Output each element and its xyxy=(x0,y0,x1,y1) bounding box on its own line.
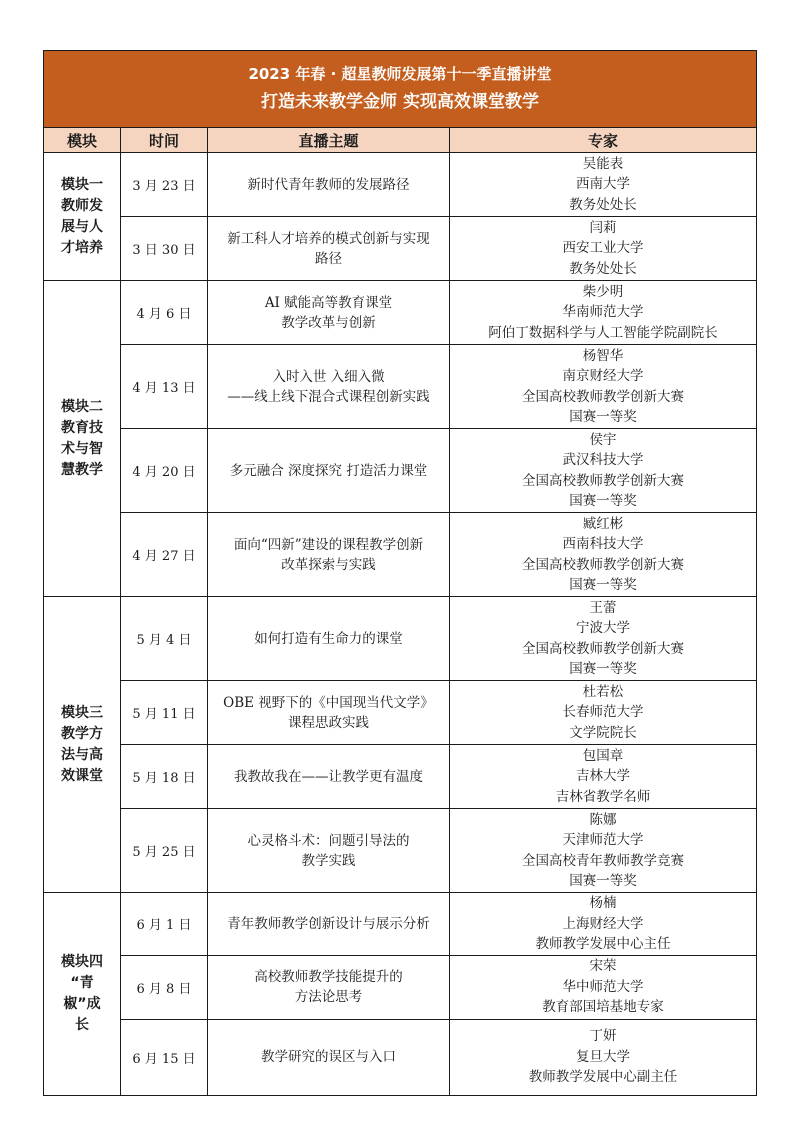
session-row xyxy=(44,681,757,745)
session-row xyxy=(44,429,757,513)
expert-detail: 西南科技大学 xyxy=(562,536,644,552)
expert-name: 杜若松 xyxy=(582,683,624,700)
topic-line: 高校教师教学技能提升的 xyxy=(254,969,403,985)
session-date: 4 月 20 日 xyxy=(121,429,208,513)
expert-detail: 南京财经大学 xyxy=(562,368,644,384)
module-line: 法与高 xyxy=(61,746,103,763)
expert-detail: 阿伯丁数据科学与人工智能学院副院长 xyxy=(488,324,718,341)
topic-line: 青年教师教学创新设计与展示分析 xyxy=(227,915,430,932)
expert-detail: 长春师范大学 xyxy=(562,704,644,721)
topic-line: 教学研究的误区与入口 xyxy=(261,1049,396,1065)
expert-detail: 武汉科技大学 xyxy=(562,452,644,468)
expert-detail: 西安工业大学 xyxy=(562,240,644,257)
module-line: 模块一 xyxy=(61,176,103,193)
session-row xyxy=(44,809,757,893)
session-date: 4 月 27 日 xyxy=(121,513,208,597)
session-row xyxy=(44,1019,757,1095)
expert-name: 宋荣 xyxy=(589,958,617,975)
header-topic: 直播主题 xyxy=(208,128,450,153)
session-date: 4 月 13 日 xyxy=(121,345,208,429)
session-expert xyxy=(450,217,757,281)
module-line: 教师发 xyxy=(61,197,103,214)
schedule-sheet xyxy=(43,50,756,1096)
expert-detail: 国赛一等奖 xyxy=(569,661,637,677)
session-expert xyxy=(450,893,757,956)
module-line: 才培养 xyxy=(61,239,103,256)
module-line: 慧教学 xyxy=(61,461,103,478)
session-topic xyxy=(208,1019,450,1095)
topic-line: 新工科人才培养的模式创新与实现 xyxy=(227,230,430,247)
session-expert xyxy=(450,597,757,681)
schedule-body xyxy=(44,153,757,1096)
session-date: 3 月 23 日 xyxy=(121,153,208,217)
session-row xyxy=(44,217,757,281)
session-topic xyxy=(208,153,450,217)
topic-line: 改革探索与实践 xyxy=(281,556,376,573)
expert-name: 杨智华 xyxy=(582,347,624,364)
expert-detail: 复旦大学 xyxy=(576,1048,630,1065)
header-row xyxy=(44,128,757,153)
module-cell xyxy=(44,153,121,281)
expert-detail: 文学院院长 xyxy=(569,724,637,741)
topic-line: 入时入世 入细入微 xyxy=(272,368,385,385)
expert-detail: 华中师范大学 xyxy=(562,978,644,995)
expert-name: 臧红彬 xyxy=(582,515,624,532)
module-line: 椒”成 xyxy=(63,995,101,1012)
topic-line: 心灵格斗术：问题引导法的 xyxy=(247,832,410,849)
expert-detail: 西南大学 xyxy=(576,176,630,193)
session-row xyxy=(44,597,757,681)
session-date: 5 月 18 日 xyxy=(121,745,208,809)
module-cell xyxy=(44,893,121,1096)
session-expert xyxy=(450,745,757,809)
session-expert xyxy=(450,955,757,1019)
expert-detail: 教育部国培基地专家 xyxy=(542,999,664,1016)
module-line: 模块三 xyxy=(61,704,103,721)
title-line-1: 2023 年春 · 超星教师发展第十一季直播讲堂 xyxy=(248,65,552,83)
session-row xyxy=(44,955,757,1019)
expert-detail: 全国高校教师教学创新大赛 xyxy=(522,556,684,573)
session-topic xyxy=(208,217,450,281)
session-expert xyxy=(450,681,757,745)
expert-detail: 全国高校青年教师教学竞赛 xyxy=(522,852,684,869)
session-topic xyxy=(208,513,450,597)
module-cell xyxy=(44,597,121,893)
expert-detail: 国赛一等奖 xyxy=(569,493,637,509)
topic-line: 课程思政实践 xyxy=(288,714,369,731)
session-expert xyxy=(450,1019,757,1095)
module-line: 教学方 xyxy=(61,725,103,742)
module-line: 效课堂 xyxy=(61,767,103,784)
session-topic xyxy=(208,597,450,681)
module-line: 术与智 xyxy=(61,440,103,457)
expert-detail: 天津师范大学 xyxy=(562,832,644,848)
expert-detail: 国赛一等奖 xyxy=(569,409,637,425)
session-row xyxy=(44,893,757,956)
expert-name: 柴少明 xyxy=(582,283,624,300)
topic-line: AI 赋能高等教育课堂 xyxy=(264,294,393,311)
session-topic xyxy=(208,745,450,809)
session-topic xyxy=(208,681,450,745)
expert-name: 杨楠 xyxy=(589,895,617,911)
session-date: 6 月 1 日 xyxy=(121,893,208,956)
session-expert xyxy=(450,281,757,345)
expert-detail: 吉林省教学名师 xyxy=(555,788,651,805)
session-expert xyxy=(450,153,757,217)
topic-line: 方法论思考 xyxy=(294,989,363,1005)
session-row xyxy=(44,153,757,217)
topic-line: 如何打造有生命力的课堂 xyxy=(254,630,403,647)
topic-line: 教学实践 xyxy=(301,852,356,869)
session-row xyxy=(44,345,757,429)
topic-line: 教学改革与创新 xyxy=(281,314,376,331)
header-expert: 专家 xyxy=(450,128,757,153)
expert-detail: 华南师范大学 xyxy=(562,304,644,321)
module-line: 模块二 xyxy=(61,398,103,415)
expert-detail: 国赛一等奖 xyxy=(569,577,637,593)
session-row xyxy=(44,513,757,597)
module-line: 模块四 xyxy=(61,953,103,970)
topic-line: OBE 视野下的《中国现当代文学》 xyxy=(223,694,434,711)
session-date: 5 月 11 日 xyxy=(121,681,208,745)
module-line: 教育技 xyxy=(61,419,103,436)
expert-name: 包国章 xyxy=(582,747,624,764)
topic-line: 新时代青年教师的发展路径 xyxy=(247,176,410,193)
module-cell xyxy=(44,281,121,597)
expert-detail: 国赛一等奖 xyxy=(569,873,637,889)
topic-line: 我教故我在——让教学更有温度 xyxy=(234,768,423,785)
session-date: 4 月 6 日 xyxy=(121,281,208,345)
title-line-2: 打造未来教学金师 实现高效课堂教学 xyxy=(261,92,539,112)
expert-detail: 宁波大学 xyxy=(576,620,630,636)
expert-name: 王蕾 xyxy=(589,599,617,616)
header-time: 时间 xyxy=(121,128,208,153)
expert-detail: 教师教学发展中心主任 xyxy=(535,936,671,952)
session-topic xyxy=(208,955,450,1019)
title-banner xyxy=(44,51,757,128)
session-row xyxy=(44,281,757,345)
session-date: 6 月 8 日 xyxy=(121,955,208,1019)
module-line: “青 xyxy=(70,974,94,991)
expert-name: 陈娜 xyxy=(589,811,617,828)
expert-detail: 全国高校教师教学创新大赛 xyxy=(522,472,684,489)
topic-line: 多元融合 深度探究 打造活力课堂 xyxy=(229,462,428,479)
expert-detail: 吉林大学 xyxy=(576,768,630,785)
session-expert xyxy=(450,345,757,429)
session-topic xyxy=(208,345,450,429)
expert-name: 侯宇 xyxy=(589,431,617,448)
session-topic xyxy=(208,429,450,513)
session-expert xyxy=(450,513,757,597)
expert-name: 吴能表 xyxy=(582,155,624,172)
expert-detail: 教师教学发展中心副主任 xyxy=(528,1069,678,1086)
expert-detail: 教务处处长 xyxy=(569,260,637,277)
expert-detail: 全国高校教师教学创新大赛 xyxy=(522,640,684,657)
session-expert xyxy=(450,809,757,893)
module-line: 展与人 xyxy=(61,218,103,235)
topic-line: 面向“四新”建设的课程教学创新 xyxy=(233,536,424,553)
module-line: 长 xyxy=(75,1016,89,1033)
expert-name: 丁妍 xyxy=(589,1028,617,1045)
session-expert xyxy=(450,429,757,513)
session-date: 5 月 25 日 xyxy=(121,809,208,893)
expert-detail: 全国高校教师教学创新大赛 xyxy=(522,388,684,405)
topic-line: 路径 xyxy=(315,250,342,267)
session-topic xyxy=(208,281,450,345)
session-topic xyxy=(208,893,450,956)
expert-name: 闫莉 xyxy=(589,219,617,236)
expert-detail: 上海财经大学 xyxy=(562,915,644,932)
session-row xyxy=(44,745,757,809)
expert-detail: 教务处处长 xyxy=(569,196,637,213)
schedule-table xyxy=(43,50,757,1096)
session-date: 5 月 4 日 xyxy=(121,597,208,681)
topic-line: ——线上线下混合式课程创新实践 xyxy=(227,388,430,405)
session-topic xyxy=(208,809,450,893)
header-module: 模块 xyxy=(44,128,121,153)
session-date: 3 日 30 日 xyxy=(121,217,208,281)
session-date: 6 月 15 日 xyxy=(121,1019,208,1095)
